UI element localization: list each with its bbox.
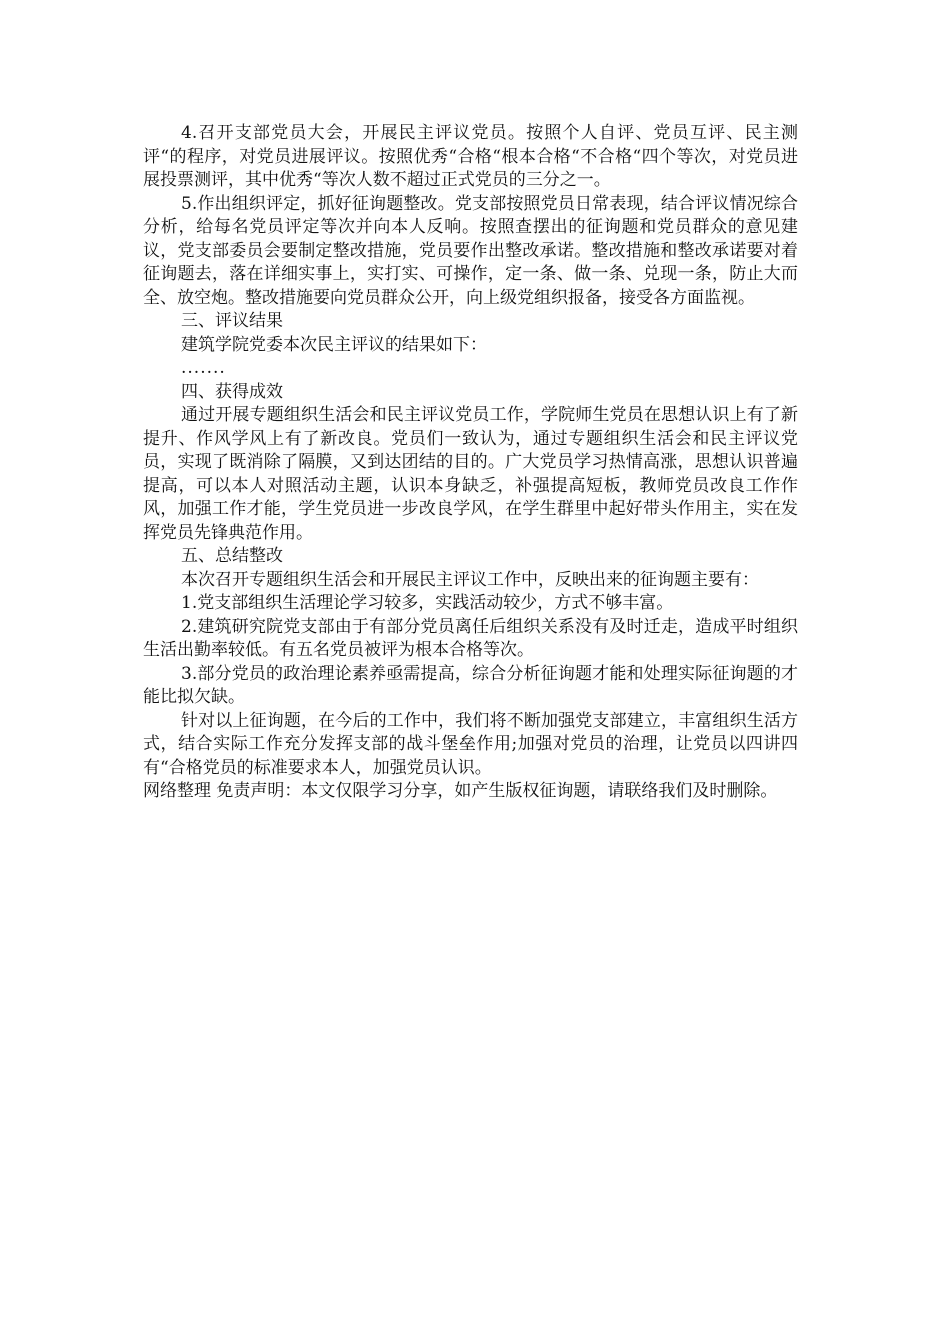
paragraph-results-intro: 建筑学院党委本次民主评议的结果如下： bbox=[181, 334, 487, 355]
section-heading-achievements: 四、获得成效 bbox=[181, 381, 283, 402]
section-heading-summary: 五、总结整改 bbox=[181, 546, 283, 566]
paragraph-rectification: 5.作出组织评定，抓好征询题整改。党支部按照党员日常表现，结合评议情况综合分析，给每名党员评定等次并向本人反响。按照查摆出的征询题和党员群众的意见建议，党支部委员会要制定整改措施，党员要作出整改承诺。整改措施和整改承诺要对着征询题去，落在详细实事上，实打实、可操作，定一条、做一条、兑现一条，防止大而全、放空炮。整改措施要向党员群众公开，向上级党组织报备，接受各方面监视。 bbox=[143, 193, 798, 308]
section-heading-results: 三、评议结果 bbox=[181, 311, 283, 331]
disclaimer-footer: 网络整理 免责声明：本文仅限学习分享，如产生版权征询题，请联络我们及时删除。 bbox=[143, 781, 778, 801]
list-item-issue-2: 2.建筑研究院党支部由于有部分党员离任后组织关系没有及时迁走，造成平时组织生活出勤率较低。有五名党员被评为根本合格等次。 bbox=[143, 616, 798, 660]
list-item-issue-3: 3.部分党员的政治理论素养亟需提高，综合分析征询题才能和处理实际征询题的才能比拟欠缺。 bbox=[143, 663, 798, 707]
paragraph-achievements: 通过开展专题组织生活会和民主评议党员工作，学院师生党员在思想认识上有了新提升、作风学风上有了新改良。党员们一致认为，通过专题组织生活会和民主评议党员，实现了既消除了隔膜，又到达团结的目的。广大党员学习热情高涨，思想认识普遍提高，可以本人对照活动主题，认识本身缺乏，补强提高短板，教师党员改良工作作风，加强工作才能，学生党员进一步改良学风，在学生群里中起好带头作用主，实在发挥党员先锋典范作用。 bbox=[143, 405, 798, 543]
ellipsis-placeholder: ....... bbox=[181, 358, 226, 378]
list-item-issue-1: 1.党支部组织生活理论学习较多，实践活动较少，方式不够丰富。 bbox=[181, 593, 674, 613]
paragraph-general-meeting: 4.召开支部党员大会，开展民主评议党员。按照个人自评、党员互评、民主测评“的程序，对党员进展评议。按照优秀“合格“根本合格“不合格“四个等次，对党员进展投票测评，其中优秀“等次人数不超过正式党员的三分之一。 bbox=[143, 123, 798, 190]
paragraph-future-plans: 针对以上征询题，在今后的工作中，我们将不断加强党支部建立，丰富组织生活方式，结合实际工作充分发挥支部的战斗堡垒作用;加强对党员的治理，让党员以四讲四有“合格党员的标准要求本人，加强党员认识。 bbox=[143, 710, 798, 778]
paragraph-summary-intro: 本次召开专题组织生活会和开展民主评议工作中，反映出来的征询题主要有： bbox=[181, 569, 759, 590]
document-page bbox=[143, 122, 798, 804]
